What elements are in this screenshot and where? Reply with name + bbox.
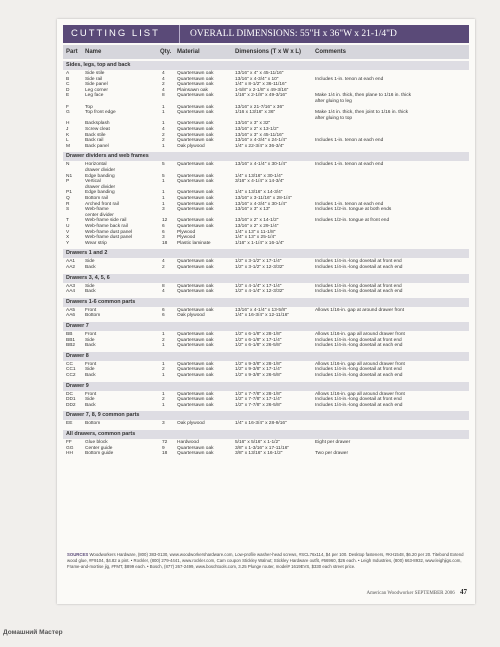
cell-qty: 1	[162, 104, 165, 110]
cell-part: DD1	[66, 397, 76, 403]
cell-qty: 8	[162, 283, 165, 289]
cell-dimensions: 1/4" x 13/16" x 30-1/4"	[235, 173, 283, 179]
cell-name: Bottom	[85, 313, 101, 319]
cell-part: U	[66, 224, 70, 229]
cell-part: CC2	[66, 373, 76, 378]
cell-material: Quartersawn oak	[177, 361, 214, 367]
cell-dimensions: 1/2" x 7-7/8" x 28-1/8"	[235, 391, 282, 397]
sources-label: SOURCES	[67, 552, 89, 557]
cell-part: BB1	[66, 337, 76, 343]
cutting-list-header	[63, 25, 469, 43]
cell-dimensions: 1/16" x 2-1/8" x 49-3/16"	[235, 93, 287, 99]
cell-part: M	[66, 143, 70, 149]
cell-part: AA1	[66, 259, 76, 265]
cell-qty: 1	[162, 402, 165, 408]
cell-dimensions: 13/16" x 3" x 32"	[235, 121, 271, 127]
cell-dimensions: 1/2" x 6-1/8" x 26-5/8"	[235, 343, 282, 349]
table-row	[63, 144, 469, 150]
cell-qty: 6	[162, 224, 165, 229]
cell-material: Quartersawn oak	[177, 162, 214, 168]
cell-qty: 2	[162, 367, 165, 373]
cell-name: Edge banding	[85, 173, 115, 179]
cell-dimensions: 1-5/8" x 2-1/8" x 49-3/16"	[235, 87, 289, 93]
cell-qty: 18	[162, 451, 168, 457]
cell-material: Quartersawn oak	[177, 179, 214, 185]
cell-part: V	[66, 229, 70, 235]
cell-name: Side rail	[85, 76, 103, 82]
cell-comments: Includes 1/4-in.-long dovetail at front end	[315, 283, 402, 289]
cell-qty: 2	[162, 265, 165, 270]
cell-qty: 8	[162, 93, 165, 99]
column-header-dimensions: Dimensions (T x W x L)	[235, 49, 302, 55]
watermark-text: Домашний Мастер	[3, 629, 63, 636]
cell-comments: Make 1/4 in. thick, then joint to 1/16 in. thick	[315, 110, 409, 116]
table-row	[63, 313, 469, 319]
cell-qty: 6	[162, 313, 165, 319]
cell-material: Plastic laminate	[177, 240, 211, 246]
cell-name: Side	[85, 283, 95, 289]
cell-comments: Includes 1-in. tenon at each end	[315, 76, 384, 82]
cell-dimensions: 1/4" x 13" x 11-1/8"	[235, 229, 276, 235]
cell-name: Side	[85, 367, 95, 373]
cell-dimensions: 1/2" x 7-7/8" x 26-5/8"	[235, 402, 282, 408]
cell-dimensions: 1/2" x 6-1/8" x 28-1/8"	[235, 332, 282, 337]
cell-part: S	[66, 207, 70, 213]
section-header: Drawer 7	[63, 322, 469, 331]
cell-name: Leg face	[85, 93, 104, 99]
cell-part: Q	[66, 196, 70, 201]
cell-qty: 1	[162, 391, 165, 397]
cell-part: J	[66, 127, 69, 132]
cell-comments: after gluing to leg	[315, 99, 352, 104]
overall-dimensions: OVERALL DIMENSIONS: 55"H x 36"W x 21-1/4"D	[190, 29, 397, 39]
cell-dimensions: 13/16" x 4-3/4" x 24-1/4"	[235, 138, 287, 144]
cell-qty: 1	[162, 201, 165, 207]
table-row	[63, 265, 469, 271]
cell-name: Front	[85, 361, 97, 367]
table-row	[63, 403, 469, 409]
cell-material: Quartersawn oak	[177, 259, 214, 265]
cell-part: T	[66, 218, 69, 224]
cell-part: AA6	[66, 313, 76, 319]
cell-comments: Includes 1/4-in.-long dovetail at each end	[315, 289, 403, 295]
cell-name: drawer divider	[85, 184, 116, 190]
cell-name: Leg corner	[85, 87, 108, 93]
cell-qty: 6	[162, 307, 165, 313]
cell-name: Center guide	[85, 445, 113, 451]
cell-name: Back	[85, 265, 96, 270]
cell-comments: Allows 1/16-in. gap at around drawer front	[315, 307, 405, 313]
cell-name: Back	[85, 289, 96, 295]
cell-name: Glue block	[85, 440, 108, 445]
cell-material: Quartersawn oak	[177, 289, 214, 295]
cell-qty: 4	[162, 127, 165, 132]
cell-material: Hardwood	[177, 440, 199, 445]
cell-qty: 4	[162, 87, 165, 93]
cell-part: D	[66, 87, 70, 93]
cell-comments: Includes 1-in. tenon at each end	[315, 162, 384, 168]
cell-material: Plywood	[177, 229, 196, 235]
cell-part: BB	[66, 332, 73, 337]
cell-qty: 6	[162, 229, 165, 235]
cell-qty: 2	[162, 138, 165, 144]
cell-dimensions: 1/16 x 13/16" x 36"	[235, 110, 276, 116]
cell-qty: 2	[162, 82, 165, 88]
cell-dimensions: 1/4" x 13/16" x 14-3/4"	[235, 190, 283, 196]
cell-name: Side	[85, 397, 95, 403]
section-header: Sides, legs, top and back	[63, 61, 469, 70]
cell-part: P	[66, 179, 70, 185]
cell-material: Quartersawn oak	[177, 132, 214, 138]
cell-dimensions: 13/16" x 4-3/4" x 10"	[235, 76, 279, 82]
magazine-page	[57, 19, 475, 604]
cell-dimensions: 13/16" x 4-1/4" x 13-5/8"	[235, 307, 287, 313]
cell-comments: Includes 1/4-in.-long dovetail at each end	[315, 265, 403, 270]
cell-name: Bottom rail	[85, 196, 108, 201]
cell-material: Quartersawn oak	[177, 201, 214, 207]
page-footer	[317, 588, 467, 596]
section-header: All drawers, common parts	[63, 430, 469, 439]
cell-dimensions: 1/4" x 22-3/4" x 36-3/4"	[235, 143, 285, 149]
cell-dimensions: 13/16" x 3" x 13"	[235, 207, 271, 213]
cell-qty: 72	[162, 440, 168, 445]
cell-material: Quartersawn oak	[177, 332, 214, 337]
cell-comments: Includes 1/4-in.-long dovetail at each end	[315, 373, 403, 378]
cell-name: Side	[85, 259, 95, 265]
cell-dimensions: 13/16" x 2" x 13-1/2"	[235, 127, 279, 132]
cell-name: Web-frame dust panel	[85, 235, 133, 241]
cell-dimensions: 1/2" x 7-7/8" x 17-1/4"	[235, 397, 282, 403]
table-row	[63, 241, 469, 247]
cell-name: Wear strip	[85, 240, 107, 246]
cell-qty: 1	[162, 190, 165, 196]
cell-material: Quartersawn oak	[177, 283, 214, 289]
cell-dimensions: 13/16" x 2" x 29-1/4"	[235, 224, 279, 229]
cell-qty: 1	[162, 332, 165, 337]
cell-comments: Allows 1/16-in. gap all around drawer front	[315, 332, 405, 337]
table-row	[63, 343, 469, 349]
cell-qty: 1	[162, 196, 165, 201]
cell-material: Plywood	[177, 235, 196, 241]
cell-material: Quartersawn oak	[177, 343, 214, 349]
cell-comments: Allows 1/16-in. gap all around drawer front	[315, 361, 405, 367]
cell-dimensions: 1/2" x 9-3/8" x 28-1/8"	[235, 361, 282, 367]
cell-material: Quartersawn oak	[177, 110, 214, 116]
cell-material: Quartersawn oak	[177, 93, 214, 99]
cell-name: Web-frame back rail	[85, 224, 128, 229]
cell-name: Back	[85, 402, 96, 408]
cell-dimensions: 3/8" x 1-3/16" x 17-11/16"	[235, 445, 290, 451]
column-header-qty: Qty.	[160, 49, 172, 55]
sources-paragraph	[67, 552, 467, 570]
cell-material: Oak plywood	[177, 313, 205, 319]
cell-qty: 1	[162, 373, 165, 378]
sources-text: Woodworkers Hardware, (800) 383-0130, www.woodworkershardware.com, Low-profile washer-head screws, #SCL76x114, $4 per 100. Desktop fasteners, #KH1548, $6.20 per 20. Titebond Extend wood glue, #F9104, $4.82 a pint. • Rockler, (800) 279-4441, www.rockler.com, Cam coupon Stickley Walnut; Stickley Hardware outfit, #66960, $26 each. • Leigh Industries, (800) 663-8932, www.leighjigs.com, Frame-and-mortise jig, #FMT, $899 each. • Bosch, (877) 267-2499, www.boschtools.com, 3.25 Plunge router, model# 1619EVS, $330 each street price.	[67, 552, 464, 569]
cell-qty: 1	[162, 361, 165, 367]
cell-name: Top front edge	[85, 110, 116, 116]
cell-part: AA3	[66, 283, 76, 289]
cell-material: Quartersawn oak	[177, 76, 214, 82]
cell-part: GG	[66, 445, 74, 451]
table-row	[63, 373, 469, 379]
cell-comments: Includes 1/4-in.-long dovetail at each end	[315, 343, 403, 349]
cell-part: DC	[66, 391, 73, 397]
cell-part: EE	[66, 421, 73, 427]
column-header-material: Material	[177, 49, 200, 55]
cell-name: Arched front rail	[85, 201, 119, 207]
cell-qty: 4	[162, 71, 165, 76]
cell-qty: 1	[162, 343, 165, 349]
table-row	[63, 451, 469, 457]
cell-qty: 3	[162, 207, 165, 213]
cell-comments: Includes 1/4-in.-long dovetail at each end	[315, 402, 403, 408]
cell-name: Screw cleat	[85, 127, 110, 132]
cell-qty: 9	[162, 445, 165, 451]
cell-material: Quartersawn oak	[177, 397, 214, 403]
cell-material: Quartersawn oak	[177, 265, 214, 270]
cutting-list-title: CUTTING LIST	[63, 25, 180, 43]
column-header-comments: Comments	[315, 49, 347, 55]
cell-material: Quartersawn oak	[177, 82, 214, 88]
cell-name: Side panel	[85, 82, 108, 88]
cell-dimensions: 13/16" x 2" x 14-1/2"	[235, 218, 279, 224]
cell-dimensions: 1/2" x 9-3/8" x 17-1/4"	[235, 367, 282, 373]
magazine-name: American Woodworker	[366, 591, 414, 596]
cell-dimensions: 13/16" x 4-1/4" x 30-1/4"	[235, 162, 287, 168]
cell-qty: 1	[162, 179, 165, 185]
section-header: Drawers 1-6 common parts	[63, 298, 469, 307]
cell-part: DD2	[66, 402, 76, 408]
cell-dimensions: 3/16" x 4-1/4" x 14-3/4"	[235, 179, 285, 185]
cell-qty: 2	[162, 337, 165, 343]
cell-dimensions: 1/4" x 16-3/4" x 28-9/16"	[235, 421, 287, 427]
section-header: Drawer 9	[63, 382, 469, 391]
cell-part: B	[66, 76, 70, 82]
cell-name: Back panel	[85, 143, 109, 149]
cell-qty: 4	[162, 259, 165, 265]
section-header: Drawer 7, 8, 9 common parts	[63, 411, 469, 420]
cell-comments: Includes 1/4-in.-long dovetail at front end	[315, 367, 402, 373]
cell-name: Front	[85, 391, 97, 397]
table-row	[63, 421, 469, 427]
cell-comments: after gluing to top	[315, 115, 353, 121]
cell-dimensions: 1/2" x 6-1/8" x 17-1/4"	[235, 337, 282, 343]
cell-dimensions: 1/2" x 4-1/4" x 17-1/4"	[235, 283, 282, 289]
cell-material: Oak plywood	[177, 421, 205, 427]
cell-material: Quartersawn oak	[177, 196, 214, 201]
cell-qty: 3	[162, 421, 165, 427]
cell-comments: Allows 1/16-in. gap all around drawer front	[315, 391, 405, 397]
cell-dimensions: 1/2" x 4-1/4" x 12-3/32"	[235, 289, 285, 295]
cell-part: BB2	[66, 343, 76, 349]
cell-qty: 2	[162, 132, 165, 138]
cell-dimensions: 13/16" x 4" x 45-11/16"	[235, 71, 284, 76]
cell-dimensions: 1/2" x 3-1/2" x 17-1/4"	[235, 259, 282, 265]
cell-part: CC	[66, 361, 73, 367]
cell-name: Front	[85, 307, 97, 313]
cell-name: center divider	[85, 212, 114, 218]
cell-material: Quartersawn oak	[177, 402, 214, 408]
cell-name: drawer divider	[85, 168, 116, 173]
cell-name: Horizontal	[85, 162, 107, 168]
cell-name: Side	[85, 337, 95, 343]
cell-material: Quartersawn oak	[177, 451, 214, 457]
cell-qty: 18	[162, 240, 168, 246]
cell-material: Quartersawn oak	[177, 71, 214, 76]
cell-comments: Includes 1/4-in.-long dovetail at front end	[315, 337, 402, 343]
cell-part: HH	[66, 451, 73, 457]
column-header-name: Name	[85, 49, 102, 55]
cell-part: AA2	[66, 265, 76, 270]
cell-name: Web-frame side rail	[85, 218, 127, 224]
cell-name: Edge banding	[85, 190, 115, 196]
cell-qty: 1	[162, 143, 165, 149]
cell-dimensions: 3/8" x 13/16" x 16-1/2"	[235, 451, 283, 457]
cell-part: AA5	[66, 307, 76, 313]
cell-dimensions: 1/4" x 8-1/2" x 36-11/16"	[235, 82, 287, 88]
cell-part: C	[66, 82, 70, 88]
cell-dimensions: 13/16" x 3-11/16" x 28-1/4"	[235, 196, 292, 201]
cell-name: Backsplash	[85, 121, 110, 127]
cell-dimensions: 1/4" x 16-3/4" x 12-11/16"	[235, 313, 290, 319]
cell-material: Quartersawn oak	[177, 104, 214, 110]
cell-dimensions: 5/16" x 5/16" x 1-1/2"	[235, 440, 280, 445]
cell-dimensions: 13/16" x 3" x 45-11/16"	[235, 132, 284, 138]
table-row	[63, 289, 469, 295]
cell-material: Quartersawn oak	[177, 190, 214, 196]
cell-comments: Includes 1-in. tenon at each end	[315, 201, 384, 207]
cell-name: Back stile	[85, 132, 106, 138]
cell-comments: Includes 1-in. tenon at each end	[315, 138, 384, 144]
cell-name: Back	[85, 373, 96, 378]
cell-material: Oak plywood	[177, 143, 205, 149]
cell-name: Bottom	[85, 421, 101, 427]
cell-qty: 3	[162, 235, 165, 241]
cell-comments: Includes 1/4-in.-long dovetail at front end	[315, 259, 402, 265]
section-header: Drawers 3, 4, 5, 6	[63, 274, 469, 283]
cell-part: G	[66, 110, 70, 116]
cell-qty: 2	[162, 397, 165, 403]
issue-date: SEPTEMBER 2006	[414, 591, 455, 596]
cell-dimensions: 13/16" x 4-3/4" x 30-1/4"	[235, 201, 287, 207]
cell-material: Quartersawn oak	[177, 218, 214, 224]
cell-part: N	[66, 162, 70, 168]
cell-qty: 5	[162, 162, 165, 168]
cell-material: Quartersawn oak	[177, 367, 214, 373]
cell-material: Quartersawn oak	[177, 224, 214, 229]
cell-part: N1	[66, 173, 73, 179]
cell-name: Front	[85, 332, 97, 337]
cell-name: Vertical	[85, 179, 101, 185]
cell-material: Quartersawn oak	[177, 337, 214, 343]
page-number: 47	[460, 588, 467, 596]
section-header: Drawer 8	[63, 352, 469, 361]
section-header: Drawer dividers and web frames	[63, 152, 469, 161]
column-header-row	[63, 45, 469, 59]
cell-name: Bottom guide	[85, 451, 114, 457]
cell-comments: Includes 1/2-in. tongue at front end	[315, 218, 390, 224]
cell-material: Quartersawn oak	[177, 173, 214, 179]
cell-qty: 12	[162, 218, 168, 224]
cell-qty: 1	[162, 110, 165, 116]
cell-dimensions: 1/4" x 13" x 25-1/4"	[235, 235, 276, 241]
cell-qty: 4	[162, 76, 165, 82]
cell-comments: Includes 1/2-in. tongue at both ends	[315, 207, 392, 213]
cell-part: R	[66, 201, 70, 207]
cell-qty: 5	[162, 173, 165, 179]
cell-comments: Eight per drawer	[315, 440, 351, 445]
cell-name: Side stile	[85, 71, 105, 76]
cell-part: FF	[66, 440, 72, 445]
cell-material: Plainsawn oak	[177, 87, 208, 93]
cell-part: K	[66, 132, 70, 138]
cell-part: Y	[66, 240, 70, 246]
cell-comments: Includes 1/4-in.-long dovetail at front end	[315, 397, 402, 403]
cell-part: E	[66, 93, 70, 99]
cell-material: Quartersawn oak	[177, 138, 214, 144]
cell-material: Quartersawn oak	[177, 391, 214, 397]
cell-dimensions: 13/16" x 21-7/16" x 36"	[235, 104, 284, 110]
cell-part: L	[66, 138, 69, 144]
cell-qty: 1	[162, 121, 165, 127]
cell-dimensions: 1/2" x 9-3/8" x 26-5/8"	[235, 373, 282, 378]
cell-part: F	[66, 104, 69, 110]
cell-part: X	[66, 235, 70, 241]
cell-part: A	[66, 71, 70, 76]
cell-material: Quartersawn oak	[177, 127, 214, 132]
cell-material: Quartersawn oak	[177, 373, 214, 378]
cell-part: CC1	[66, 367, 76, 373]
cell-name: Top	[85, 104, 93, 110]
cell-part: AA4	[66, 289, 76, 295]
cell-comments: Make 1/4 in. thick, then plane to 1/16 in. thick	[315, 93, 411, 99]
cell-name: Back	[85, 343, 96, 349]
cell-dimensions: 1/16" x 1-1/4" x 16-1/4"	[235, 240, 285, 246]
section-header: Drawers 1 and 2	[63, 249, 469, 258]
cell-part: H	[66, 121, 70, 127]
cell-dimensions: 1/2" x 3-1/2" x 12-3/32"	[235, 265, 285, 270]
cell-name: Back rail	[85, 138, 104, 144]
cell-part: P1	[66, 190, 72, 196]
cell-comments: Two per drawer	[315, 451, 349, 457]
cell-material: Quartersawn oak	[177, 307, 214, 313]
cell-name: Web-frame	[85, 207, 109, 213]
cell-name: Web-frame dust panel	[85, 229, 133, 235]
column-header-part: Part	[66, 49, 78, 55]
cell-material: Quartersawn oak	[177, 121, 214, 127]
cell-qty: 4	[162, 289, 165, 295]
cell-material: Quartersawn oak	[177, 207, 214, 213]
cell-material: Quartersawn oak	[177, 445, 214, 451]
